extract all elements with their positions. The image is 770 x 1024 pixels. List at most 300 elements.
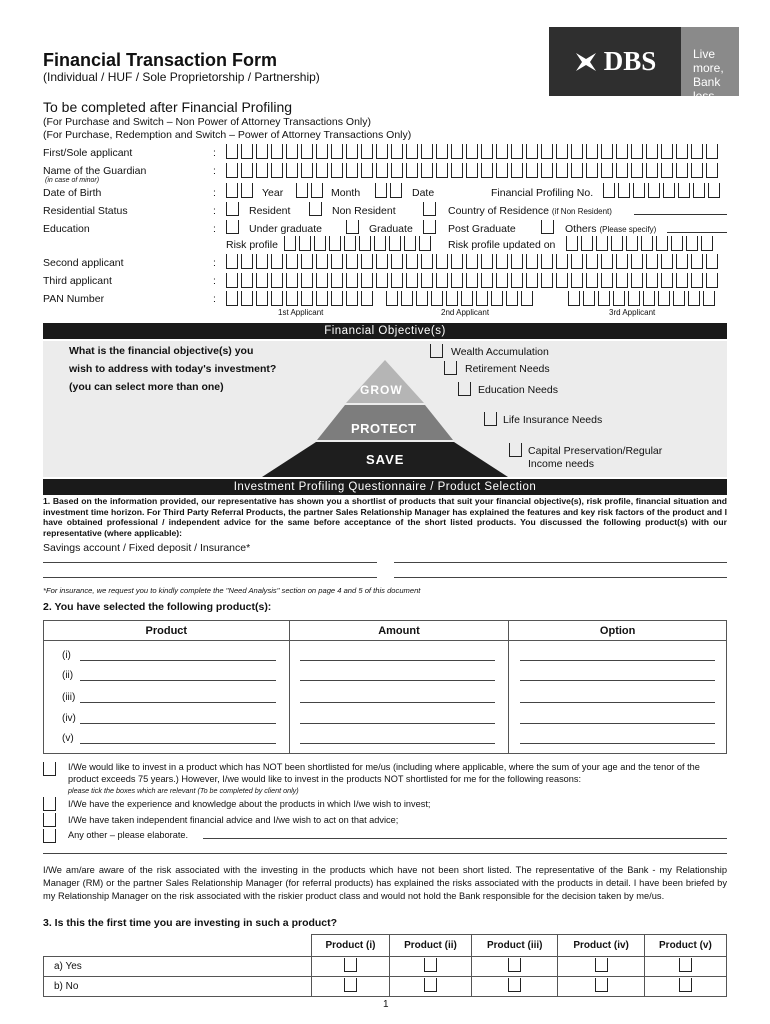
amount-line[interactable] (300, 680, 495, 681)
char-box[interactable] (256, 163, 268, 178)
char-box[interactable] (451, 144, 463, 159)
objective-question-1: What is the financial objective(s) you (69, 345, 254, 357)
char-box[interactable] (611, 236, 623, 251)
char-box[interactable] (676, 254, 688, 269)
post-graduate-checkbox[interactable] (423, 220, 436, 234)
char-box[interactable] (406, 144, 418, 159)
char-box[interactable] (419, 236, 431, 251)
char-box[interactable] (526, 163, 538, 178)
char-box[interactable] (241, 254, 253, 269)
char-box[interactable] (391, 273, 403, 288)
char-box[interactable] (571, 163, 583, 178)
product-line[interactable] (80, 702, 276, 703)
tagline-line1: Live more, (693, 47, 724, 75)
product-line[interactable] (80, 743, 276, 744)
form-title: Financial Transaction Form (43, 50, 278, 70)
first-applicant-label: First/Sole applicant (43, 147, 133, 159)
char-box[interactable] (316, 291, 328, 306)
char-box[interactable] (256, 291, 268, 306)
insurance-note: *For insurance, we request you to kindly complete the "Need Analysis" section on page 4 and 5 of this document (43, 586, 421, 595)
education-label: Education (43, 223, 90, 235)
char-box[interactable] (406, 273, 418, 288)
char-box[interactable] (431, 291, 443, 306)
char-box[interactable] (226, 291, 238, 306)
product-line[interactable] (80, 723, 276, 724)
char-box[interactable] (421, 273, 433, 288)
savings-line-4[interactable] (394, 577, 727, 578)
char-box[interactable] (556, 144, 568, 159)
objective-question-3: (you can select more than one) (69, 381, 224, 393)
char-box[interactable] (686, 236, 698, 251)
char-box[interactable] (678, 183, 690, 198)
char-box[interactable] (656, 236, 668, 251)
savings-line-2[interactable] (394, 562, 727, 563)
char-box[interactable] (376, 163, 388, 178)
guardian-note: (in case of minor) (45, 177, 100, 184)
yes-checkbox-1[interactable] (344, 958, 357, 972)
char-box[interactable] (361, 291, 373, 306)
char-box[interactable] (603, 183, 615, 198)
question-3-text: 3. Is this the first time you are investing in such a product? (43, 917, 338, 929)
char-box[interactable] (661, 273, 673, 288)
risk-awareness-text: I/We am/are aware of the risk associated with the investing in the products which have not been short listed. The representative of the Bank - my Relationship Manager (RM) or the partner Sales Relationship Manager (for referral products) has explained the risks associated with the products in detail. I have been briefed by my Relationship Manager on the risk associated with the riskier product class and would not hold the Bank responsible for the decision taken by me/us. (43, 865, 727, 901)
char-box[interactable] (541, 254, 553, 269)
product-row-label: (iii) (62, 692, 76, 703)
char-box[interactable] (616, 273, 628, 288)
char-box[interactable] (526, 254, 538, 269)
char-box[interactable] (598, 291, 610, 306)
char-box[interactable] (601, 144, 613, 159)
char-box[interactable] (691, 254, 703, 269)
char-box[interactable] (406, 163, 418, 178)
char-box[interactable] (631, 254, 643, 269)
reason-experience-label: I/We have the experience and knowledge about the products in which I/we wish to invest; (68, 799, 431, 809)
risk-updated-boxes[interactable] (566, 236, 716, 251)
char-box[interactable] (706, 144, 718, 159)
char-box[interactable] (511, 144, 523, 159)
char-box[interactable] (271, 163, 283, 178)
char-box[interactable] (626, 236, 638, 251)
char-box[interactable] (421, 254, 433, 269)
guardian-label: Name of the Guardian (43, 165, 147, 177)
retirement-checkbox[interactable] (444, 361, 457, 375)
char-box[interactable] (286, 291, 298, 306)
char-box[interactable] (568, 291, 580, 306)
char-box[interactable] (706, 273, 718, 288)
char-box[interactable] (346, 144, 358, 159)
dob-year-boxes[interactable] (226, 183, 256, 198)
char-box[interactable] (566, 236, 578, 251)
char-box[interactable] (241, 273, 253, 288)
char-box[interactable] (374, 236, 386, 251)
char-box[interactable] (671, 236, 683, 251)
char-box[interactable] (556, 254, 568, 269)
char-box[interactable] (406, 254, 418, 269)
char-box[interactable] (301, 273, 313, 288)
char-box[interactable] (359, 236, 371, 251)
char-box[interactable] (391, 144, 403, 159)
char-box[interactable] (601, 254, 613, 269)
char-box[interactable] (701, 236, 713, 251)
third-applicant-name-boxes[interactable] (226, 273, 721, 288)
char-box[interactable] (344, 236, 356, 251)
char-box[interactable] (226, 163, 238, 178)
char-box[interactable] (421, 144, 433, 159)
char-box[interactable] (226, 273, 238, 288)
char-box[interactable] (271, 273, 283, 288)
char-box[interactable] (296, 183, 308, 198)
option-line[interactable] (520, 723, 715, 724)
char-box[interactable] (331, 291, 343, 306)
char-box[interactable] (256, 144, 268, 159)
char-box[interactable] (256, 273, 268, 288)
char-box[interactable] (346, 273, 358, 288)
amount-col-header: Amount (289, 621, 509, 641)
char-box[interactable] (571, 254, 583, 269)
char-box[interactable] (446, 291, 458, 306)
char-box[interactable] (284, 236, 296, 251)
char-box[interactable] (586, 163, 598, 178)
yes-checkbox-2[interactable] (424, 958, 437, 972)
char-box[interactable] (466, 163, 478, 178)
option-line[interactable] (520, 680, 715, 681)
char-box[interactable] (708, 183, 720, 198)
option-line[interactable] (520, 660, 715, 661)
char-box[interactable] (436, 273, 448, 288)
char-box[interactable] (646, 144, 658, 159)
no-checkbox-1[interactable] (344, 978, 357, 992)
risk-profile-boxes[interactable] (284, 236, 434, 251)
char-box[interactable] (389, 236, 401, 251)
product-row-label: (v) (62, 733, 74, 744)
char-box[interactable] (451, 254, 463, 269)
no-checkbox-4[interactable] (595, 978, 608, 992)
char-box[interactable] (286, 163, 298, 178)
char-box[interactable] (241, 163, 253, 178)
char-box[interactable] (286, 144, 298, 159)
colon: : (213, 165, 216, 177)
char-box[interactable] (386, 291, 398, 306)
char-box[interactable] (346, 254, 358, 269)
under-graduate-checkbox[interactable] (226, 220, 239, 234)
char-box[interactable] (286, 254, 298, 269)
amount-line[interactable] (300, 702, 495, 703)
resident-checkbox[interactable] (226, 202, 239, 216)
char-box[interactable] (316, 254, 328, 269)
char-box[interactable] (586, 254, 598, 269)
dbs-logo (549, 27, 739, 103)
pan-label: PAN Number (43, 293, 105, 305)
char-box[interactable] (376, 273, 388, 288)
pan-second-boxes[interactable] (386, 291, 536, 306)
char-box[interactable] (633, 183, 645, 198)
char-box[interactable] (688, 291, 700, 306)
char-box[interactable] (601, 273, 613, 288)
month-label: Month (331, 187, 361, 199)
char-box[interactable] (496, 273, 508, 288)
char-box[interactable] (631, 144, 643, 159)
char-box[interactable] (506, 291, 518, 306)
char-box[interactable] (301, 254, 313, 269)
option-line[interactable] (520, 743, 715, 744)
not-shortlisted-checkbox[interactable] (43, 762, 56, 776)
char-box[interactable] (646, 273, 658, 288)
char-box[interactable] (641, 236, 653, 251)
char-box[interactable] (541, 144, 553, 159)
amount-line[interactable] (300, 660, 495, 661)
char-box[interactable] (661, 144, 673, 159)
char-box[interactable] (496, 254, 508, 269)
char-box[interactable] (299, 236, 311, 251)
profiling-note-1: (For Purchase and Switch – Non Power of Attorney Transactions Only) (43, 116, 371, 128)
financial-objective-bar: Financial Objective(s) (43, 323, 727, 339)
char-box[interactable] (329, 236, 341, 251)
yes-checkbox-4[interactable] (595, 958, 608, 972)
char-box[interactable] (691, 144, 703, 159)
not-shortlisted-text: I/We would like to invest in a product which has NOT been shortlisted for me/us (including where applicable, where the sum of your age and the tenor of the product exceeds 75 years.) However, I/we would like to invest in the products NOT shortlisted for me for the following reasons: (68, 762, 700, 784)
char-box[interactable] (491, 291, 503, 306)
char-box[interactable] (631, 163, 643, 178)
char-box[interactable] (556, 163, 568, 178)
char-box[interactable] (643, 291, 655, 306)
char-box[interactable] (481, 144, 493, 159)
char-box[interactable] (673, 291, 685, 306)
char-box[interactable] (271, 254, 283, 269)
char-box[interactable] (301, 163, 313, 178)
char-box[interactable] (316, 144, 328, 159)
char-box[interactable] (541, 163, 553, 178)
char-box[interactable] (376, 254, 388, 269)
char-box[interactable] (361, 144, 373, 159)
char-box[interactable] (616, 163, 628, 178)
profiling-note-2: (For Purchase, Redemption and Switch – Power of Attorney Transactions Only) (43, 129, 412, 141)
char-box[interactable] (314, 236, 326, 251)
questionnaire-bar: Investment Profiling Questionnaire / Product Selection (43, 479, 727, 495)
char-box[interactable] (541, 273, 553, 288)
char-box[interactable] (526, 273, 538, 288)
graduate-label: Graduate (369, 223, 413, 235)
char-box[interactable] (511, 273, 523, 288)
char-box[interactable] (416, 291, 428, 306)
char-box[interactable] (481, 273, 493, 288)
fp-no-label: Financial Profiling No. (491, 187, 594, 199)
char-box[interactable] (316, 163, 328, 178)
income-needs-label: Income needs (528, 458, 594, 470)
option-line[interactable] (520, 702, 715, 703)
char-box[interactable] (301, 291, 313, 306)
char-box[interactable] (583, 291, 595, 306)
char-box[interactable] (346, 291, 358, 306)
no-checkbox-2[interactable] (424, 978, 437, 992)
char-box[interactable] (401, 291, 413, 306)
non-resident-checkbox[interactable] (309, 202, 322, 216)
yes-checkbox-3[interactable] (508, 958, 521, 972)
char-box[interactable] (391, 163, 403, 178)
char-box[interactable] (646, 163, 658, 178)
char-box[interactable] (521, 291, 533, 306)
char-box[interactable] (646, 254, 658, 269)
other-reason-line-1[interactable] (203, 838, 727, 839)
risk-updated-label: Risk profile updated on (448, 239, 556, 251)
amount-line[interactable] (300, 723, 495, 724)
char-box[interactable] (226, 183, 238, 198)
other-reason-line-2[interactable] (43, 853, 727, 854)
char-box[interactable] (451, 163, 463, 178)
second-applicant-name-boxes[interactable] (226, 254, 721, 269)
char-box[interactable] (648, 183, 660, 198)
char-box[interactable] (601, 163, 613, 178)
product-line[interactable] (80, 680, 276, 681)
char-box[interactable] (241, 144, 253, 159)
char-box[interactable] (586, 144, 598, 159)
char-box[interactable] (436, 163, 448, 178)
graduate-checkbox[interactable] (346, 220, 359, 234)
char-box[interactable] (476, 291, 488, 306)
first-applicant-name-boxes[interactable] (226, 144, 721, 159)
char-box[interactable] (616, 254, 628, 269)
char-box[interactable] (571, 144, 583, 159)
others-text: Others (565, 223, 597, 235)
char-box[interactable] (613, 291, 625, 306)
char-box[interactable] (391, 254, 403, 269)
char-box[interactable] (226, 254, 238, 269)
char-box[interactable] (676, 144, 688, 159)
others-input-line[interactable] (667, 232, 727, 233)
amount-line[interactable] (300, 743, 495, 744)
char-box[interactable] (331, 273, 343, 288)
char-box[interactable] (616, 144, 628, 159)
char-box[interactable] (436, 254, 448, 269)
char-box[interactable] (301, 144, 313, 159)
char-box[interactable] (271, 291, 283, 306)
pan-third-boxes[interactable] (568, 291, 718, 306)
pan-first-boxes[interactable] (226, 291, 376, 306)
char-box[interactable] (628, 291, 640, 306)
char-box[interactable] (693, 183, 705, 198)
char-box[interactable] (618, 183, 630, 198)
char-box[interactable] (661, 163, 673, 178)
reason-other-checkbox[interactable] (43, 829, 56, 843)
no-checkbox-5[interactable] (679, 978, 692, 992)
country-text: Country of Residence (448, 205, 549, 217)
wealth-accumulation-checkbox[interactable] (430, 344, 443, 358)
product-col-header: Product (44, 621, 290, 641)
dob-month-boxes[interactable] (296, 183, 326, 198)
char-box[interactable] (661, 254, 673, 269)
char-box[interactable] (241, 183, 253, 198)
dob-date-boxes[interactable] (375, 183, 405, 198)
char-box[interactable] (331, 144, 343, 159)
char-box[interactable] (676, 163, 688, 178)
char-box[interactable] (496, 163, 508, 178)
char-box[interactable] (586, 273, 598, 288)
yes-checkbox-5[interactable] (679, 958, 692, 972)
profiling-heading: To be completed after Financial Profiling (43, 99, 293, 115)
no-checkbox-3[interactable] (508, 978, 521, 992)
char-box[interactable] (404, 236, 416, 251)
reason-experience-checkbox[interactable] (43, 797, 56, 811)
char-box[interactable] (376, 144, 388, 159)
char-box[interactable] (361, 273, 373, 288)
char-box[interactable] (361, 254, 373, 269)
product-line[interactable] (80, 660, 276, 661)
under-graduate-label: Under graduate (249, 223, 322, 235)
life-insurance-checkbox[interactable] (484, 412, 497, 426)
char-box[interactable] (421, 163, 433, 178)
char-box[interactable] (241, 291, 253, 306)
char-box[interactable] (256, 254, 268, 269)
char-box[interactable] (581, 236, 593, 251)
char-box[interactable] (271, 144, 283, 159)
char-box[interactable] (526, 144, 538, 159)
option-col-header: Option (509, 621, 727, 641)
char-box[interactable] (496, 144, 508, 159)
char-box[interactable] (691, 163, 703, 178)
reason-advice-checkbox[interactable] (43, 813, 56, 827)
char-box[interactable] (571, 273, 583, 288)
char-box[interactable] (596, 236, 608, 251)
char-box[interactable] (331, 163, 343, 178)
education-needs-checkbox[interactable] (458, 382, 471, 396)
capital-preservation-checkbox[interactable] (509, 443, 522, 457)
char-box[interactable] (631, 273, 643, 288)
char-box[interactable] (466, 273, 478, 288)
char-box[interactable] (286, 273, 298, 288)
char-box[interactable] (663, 183, 675, 198)
char-box[interactable] (556, 273, 568, 288)
char-box[interactable] (226, 144, 238, 159)
q3-col-5: Product (v) (644, 935, 726, 957)
char-box[interactable] (658, 291, 670, 306)
char-box[interactable] (511, 163, 523, 178)
char-box[interactable] (451, 273, 463, 288)
savings-line-3[interactable] (43, 577, 377, 578)
char-box[interactable] (361, 163, 373, 178)
country-input-line[interactable] (634, 214, 727, 215)
product-row-label: (i) (62, 650, 71, 661)
char-box[interactable] (706, 163, 718, 178)
char-box[interactable] (706, 254, 718, 269)
others-checkbox[interactable] (541, 220, 554, 234)
char-box[interactable] (390, 183, 402, 198)
char-box[interactable] (466, 144, 478, 159)
tagline-line2: Bank less (693, 75, 721, 103)
char-box[interactable] (436, 144, 448, 159)
dbs-star-icon (574, 51, 598, 73)
char-box[interactable] (511, 254, 523, 269)
grow-label: GROW (360, 383, 403, 397)
char-box[interactable] (703, 291, 715, 306)
savings-line-1[interactable] (43, 562, 377, 563)
char-box[interactable] (311, 183, 323, 198)
q3-yes-label: a) Yes (44, 957, 312, 977)
char-box[interactable] (375, 183, 387, 198)
q3-col-2: Product (ii) (389, 935, 471, 957)
char-box[interactable] (316, 273, 328, 288)
country-checkbox[interactable] (423, 202, 436, 216)
char-box[interactable] (691, 273, 703, 288)
char-box[interactable] (481, 254, 493, 269)
char-box[interactable] (461, 291, 473, 306)
fp-no-boxes[interactable] (603, 183, 723, 198)
colon: : (213, 223, 216, 235)
char-box[interactable] (346, 163, 358, 178)
char-box[interactable] (466, 254, 478, 269)
guardian-name-boxes[interactable] (226, 163, 721, 178)
char-box[interactable] (676, 273, 688, 288)
char-box[interactable] (331, 254, 343, 269)
char-box[interactable] (481, 163, 493, 178)
